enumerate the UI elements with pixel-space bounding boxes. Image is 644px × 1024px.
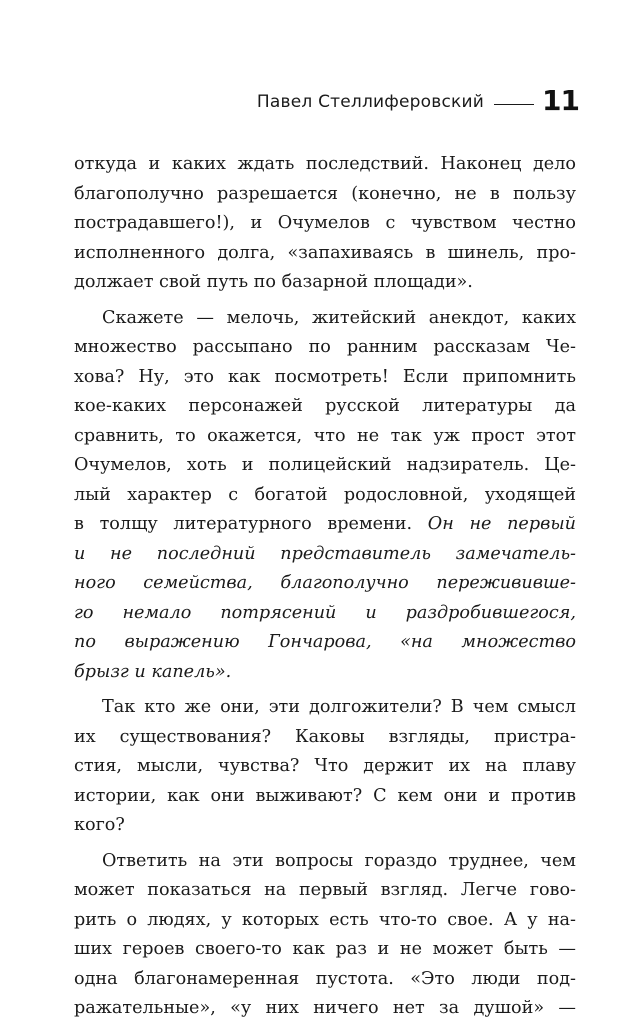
text-line: их существования? Каковы взгляды, пристра-: [74, 726, 576, 747]
paragraph: [74, 304, 576, 688]
text-line: Ответить на эти вопросы гораздо труднее, чем: [102, 850, 576, 871]
text-line: кое-каких персонажей русской литературы да: [74, 396, 576, 416]
text-line: ражательные», «у них ничего нет за душой» —: [74, 998, 576, 1018]
text-line: лый характер с богатой родословной, уходящей: [74, 484, 576, 505]
text-line: должает свой путь по базарной площади».: [74, 272, 473, 292]
text-line: одна благонамеренная пустота. «Это люди под-: [74, 968, 576, 989]
header-rule: [494, 104, 534, 105]
italic-line: го немало потрясений и раздробившегося,: [74, 602, 576, 623]
italic-line: брызг и капель».: [74, 661, 232, 682]
italic-line: ного семейства, благополучно пережививше-: [74, 573, 576, 593]
text-line: исполненного долга, «запахиваясь в шинель, про-: [74, 242, 576, 263]
mixed-text-line: [74, 510, 576, 540]
italic-quote-segment: Он не первый: [427, 514, 577, 534]
text-line: стия, мысли, чувства? Что держит их на плаву: [74, 756, 576, 776]
italic-line: и не последний представитель замечатель-: [74, 543, 576, 564]
text-line: пострадавшего!), и Очумелов с чувством честно: [74, 213, 576, 233]
text-line: может показаться на первый взгляд. Легче гово-: [74, 880, 576, 900]
text-line: кого?: [74, 815, 125, 835]
body-text: [74, 150, 576, 1024]
text-line: истории, как они выживают? С кем они и против: [74, 785, 576, 806]
text-line: рить о людях, у которых есть что-то свое. А у на-: [74, 909, 576, 930]
page-number: 11: [542, 84, 579, 117]
paragraph: [74, 150, 576, 298]
text-line: Так кто же они, эти долгожители? В чем смысл: [102, 697, 576, 717]
italic-line: по выражению Гончарова, «на множество: [74, 632, 576, 652]
text-line: благополучно разрешается (конечно, не в пользу: [74, 183, 576, 204]
text-line: сравнить, то окажется, что не так уж прост этот: [74, 425, 576, 446]
paragraph: [74, 847, 576, 1024]
text-segment: в толщу литературного времени.: [74, 514, 413, 534]
text-line: откуда и каких ждать последствий. Наконец дело: [74, 154, 576, 174]
text-line: Скажете — мелочь, житейский анекдот, каких: [102, 307, 576, 328]
text-line: Очумелов, хоть и полицейский надзиратель. Це-: [74, 455, 576, 475]
author-name: Павел Стеллиферовский: [256, 92, 484, 112]
text-line: ших героев своего-то как раз и не может быть —: [74, 939, 576, 959]
text-line: хова? Ну, это как посмотреть! Если припомнить: [74, 366, 576, 387]
text-line: множество рассыпано по ранним рассказам Че-: [74, 337, 576, 357]
paragraph: [74, 693, 576, 841]
running-header: [0, 84, 644, 124]
